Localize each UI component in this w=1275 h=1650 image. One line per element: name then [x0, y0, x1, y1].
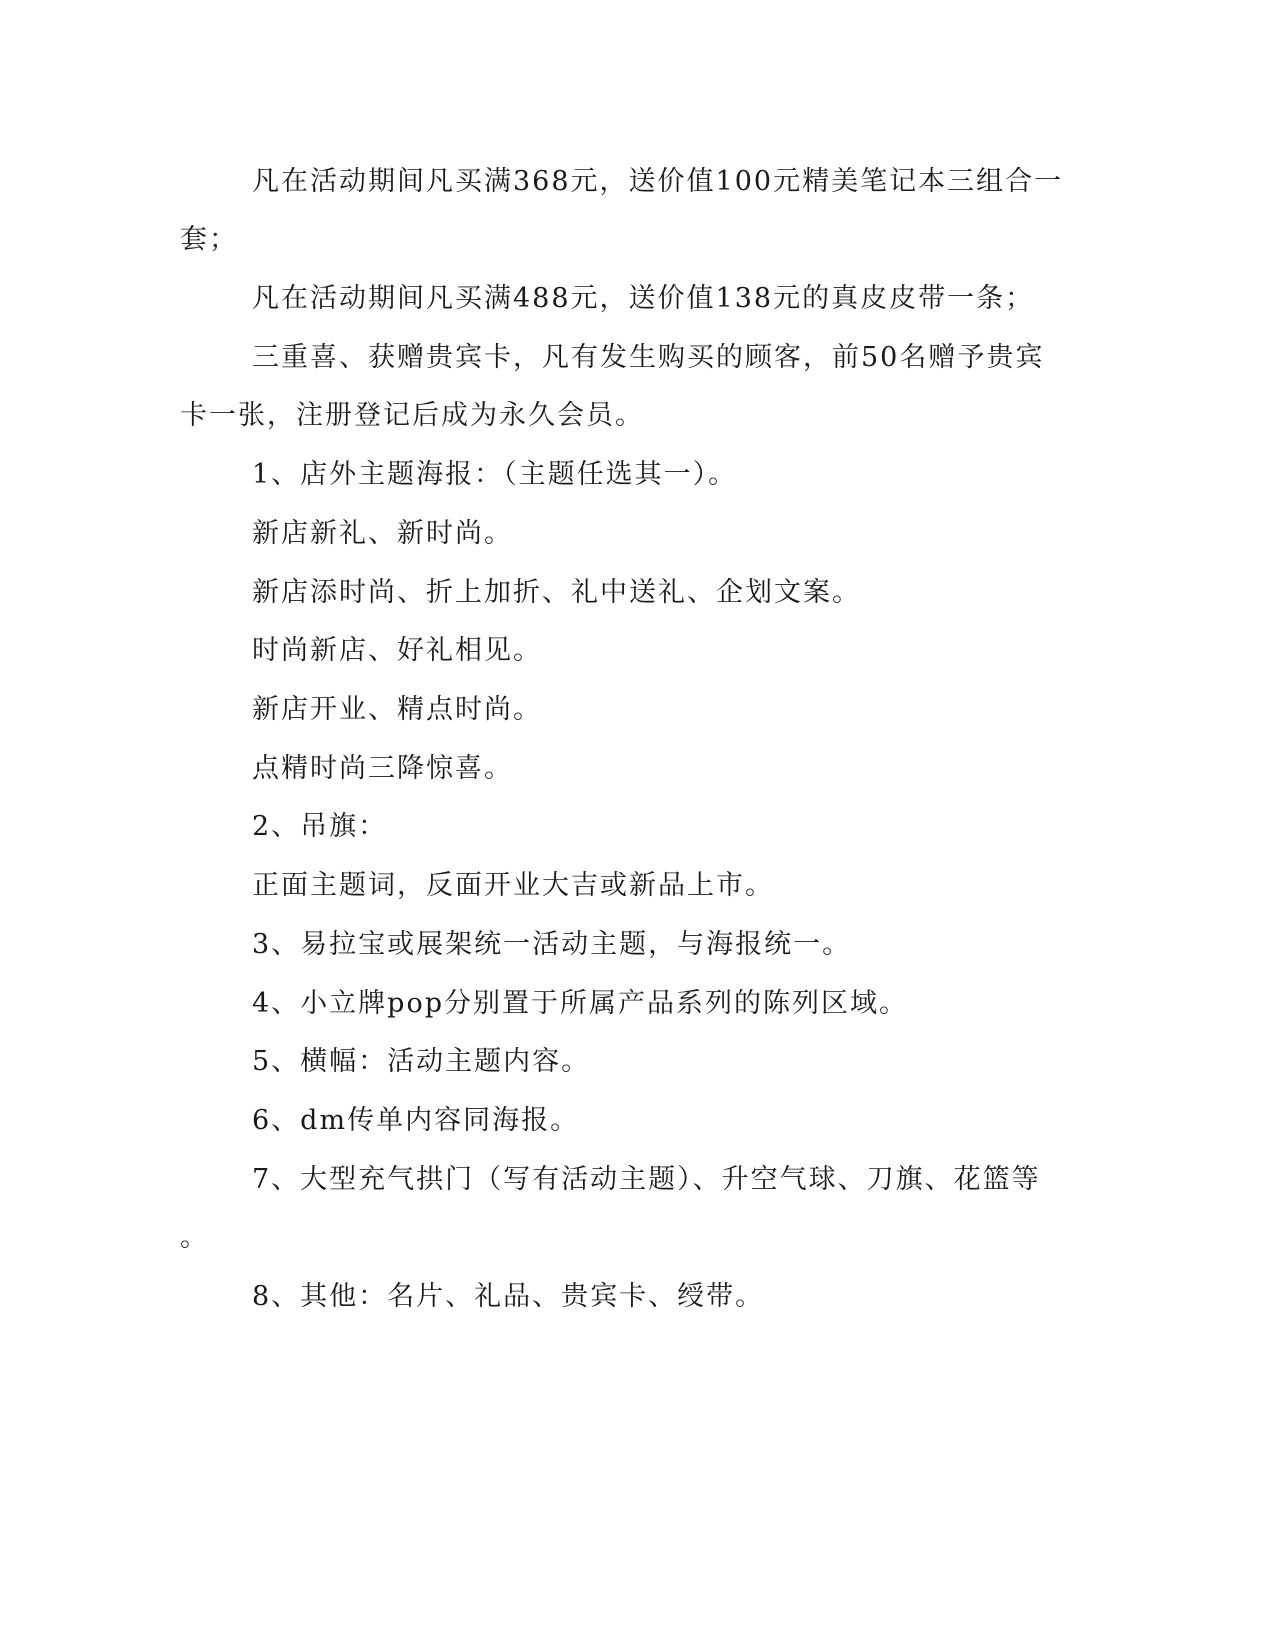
list-item: 点精时尚三降惊喜。	[252, 753, 513, 784]
paragraph-line: 凡在活动期间凡买满368元，送价值100元精美笔记本三组合一	[252, 166, 1064, 197]
section-heading: 4、小立牌pop分别置于所属产品系列的陈列区域。	[252, 988, 909, 1019]
list-item: 正面主题词，反面开业大吉或新品上市。	[252, 870, 774, 901]
list-item: 新店添时尚、折上加折、礼中送礼、企划文案。	[252, 577, 861, 608]
list-item: 时尚新店、好礼相见。	[252, 635, 542, 666]
section-heading: 5、横幅：活动主题内容。	[252, 1046, 591, 1077]
paragraph-line: 套；	[180, 224, 238, 255]
section-heading: 8、其他：名片、礼品、贵宾卡、绶带。	[252, 1281, 765, 1312]
section-heading: 1、店外主题海报：（主题任选其一）。	[252, 459, 738, 490]
list-item: 新店开业、精点时尚。	[252, 694, 542, 725]
paragraph-line: 凡在活动期间凡买满488元，送价值138元的真皮皮带一条；	[252, 283, 1035, 314]
list-item: 新店新礼、新时尚。	[252, 518, 513, 549]
section-heading: 7、大型充气拱门（写有活动主题）、升空气球、刀旗、花篮等	[252, 1164, 1041, 1195]
section-heading: 6、dm传单内容同海报。	[252, 1105, 580, 1136]
section-heading: 3、易拉宝或展架统一活动主题，与海报统一。	[252, 929, 852, 960]
section-heading: 2、吊旗：	[252, 811, 388, 842]
paragraph-line: 。	[180, 1222, 209, 1253]
paragraph-line: 三重喜、获赠贵宾卡，凡有发生购买的顾客，前50名赠予贵宾	[252, 342, 1045, 373]
paragraph-line: 卡一张，注册登记后成为永久会员。	[180, 400, 644, 431]
